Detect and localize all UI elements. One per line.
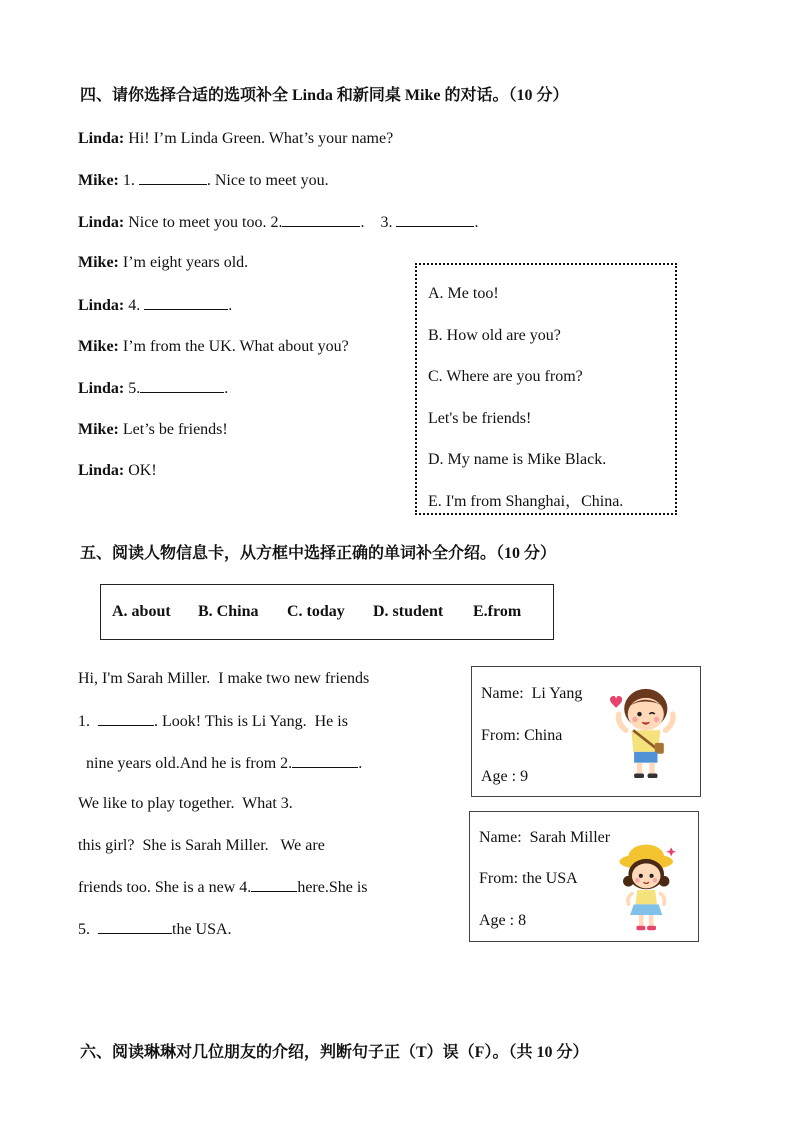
speaker-label: Mike:: [78, 254, 119, 271]
dialogue-line-5: [78, 295, 232, 316]
dialogue-line-6: [78, 337, 349, 357]
speaker-label: Linda:: [78, 130, 125, 147]
passage-text: .: [358, 755, 363, 772]
speaker-label: Mike:: [78, 421, 119, 438]
dialogue-text: Hi! I’m Linda Green. What’s your name?: [124, 130, 394, 147]
word-bank-box: [100, 584, 554, 640]
answer-blank-4[interactable]: [144, 295, 228, 310]
options-box: [415, 263, 677, 515]
word-bank-item-a: A. about: [112, 603, 171, 620]
speaker-label: Linda:: [78, 297, 125, 314]
passage-line-1: [78, 669, 369, 689]
speaker-label: Mike:: [78, 338, 119, 355]
passage-text: nine years old.And he is from 2.: [78, 755, 293, 772]
passage-text: this girl? She is Sarah Miller. We are: [78, 837, 325, 854]
girl-cartoon-icon: [612, 842, 684, 940]
passage-text: the USA.: [172, 921, 232, 938]
card-name: Name: Li Yang: [481, 685, 583, 702]
passage-text: We like to play together. What 3.: [78, 795, 293, 812]
passage-blank-4[interactable]: [251, 877, 297, 892]
passage-line-3: [78, 753, 362, 774]
dialogue-text: I’m from the UK. What about you?: [118, 338, 349, 355]
card-name: Name: Sarah Miller: [479, 829, 611, 846]
info-card-sarah-miller: [469, 811, 699, 942]
dialogue-text: . 3.: [360, 214, 397, 231]
option-b: B. How old are you?: [428, 327, 561, 344]
dialogue-text: . Nice to meet you.: [206, 172, 329, 189]
speaker-label: Linda:: [78, 214, 125, 231]
passage-blank-5[interactable]: [98, 919, 172, 934]
word-bank-item-d: D. student: [373, 603, 444, 620]
passage-line-5: [78, 836, 325, 856]
passage-blank-1[interactable]: [98, 711, 154, 726]
section5-heading: 五、阅读人物信息卡，从方框中选择正确的单词补全介绍。（10 分）: [80, 545, 557, 562]
passage-text: 1.: [78, 713, 98, 730]
answer-blank-3[interactable]: [396, 212, 474, 227]
dialogue-text: .: [224, 380, 229, 397]
speaker-label: Linda:: [78, 380, 125, 397]
passage-text: here.She is: [297, 879, 368, 896]
dialogue-text: .: [228, 297, 233, 314]
passage-blank-2[interactable]: [292, 753, 358, 768]
passage-line-2: [78, 711, 348, 732]
dialogue-text: I’m eight years old.: [118, 254, 249, 271]
dialogue-text: Let’s be friends!: [118, 421, 228, 438]
dialogue-text: 4.: [124, 297, 145, 314]
passage-text: 5.: [78, 921, 98, 938]
option-extra: Let's be friends!: [428, 410, 532, 427]
passage-text: friends too. She is a new 4.: [78, 879, 252, 896]
word-bank-item-b: B. China: [198, 603, 259, 620]
section4-heading: 四、请你选择合适的选项补全 Linda 和新同桌 Mike 的对话。（10 分）: [80, 87, 569, 104]
passage-line-7: [78, 919, 232, 940]
dialogue-line-8: [78, 420, 228, 440]
dialogue-text: OK!: [124, 462, 157, 479]
dialogue-text: .: [474, 214, 479, 231]
card-age: Age : 8: [479, 912, 527, 929]
dialogue-text: Nice to meet you too. 2.: [124, 214, 283, 231]
card-age: Age : 9: [481, 768, 529, 785]
section6-heading: 六、阅读琳琳对几位朋友的介绍，判断句子正（T）误（F）。（共 10 分）: [80, 1044, 589, 1061]
word-bank-item-c: C. today: [287, 603, 345, 620]
answer-blank-2[interactable]: [282, 212, 360, 227]
speaker-label: Mike:: [78, 172, 119, 189]
card-from: From: the USA: [479, 870, 578, 887]
dialogue-line-4: [78, 253, 248, 273]
dialogue-line-7: [78, 378, 228, 399]
info-card-li-yang: [471, 666, 701, 797]
passage-text: . Look! This is Li Yang. He is: [154, 713, 348, 730]
dialogue-text: 5.: [124, 380, 141, 397]
word-bank-item-e: E.from: [473, 603, 522, 620]
option-a: A. Me too!: [428, 285, 499, 302]
dialogue-line-9: [78, 461, 157, 481]
speaker-label: Linda:: [78, 462, 125, 479]
answer-blank-1[interactable]: [139, 170, 207, 185]
dialogue-line-1: [78, 129, 393, 149]
option-d: D. My name is Mike Black.: [428, 451, 607, 468]
answer-blank-5[interactable]: [140, 378, 224, 393]
passage-line-4: [78, 794, 293, 814]
dialogue-text: 1.: [118, 172, 139, 189]
card-from: From: China: [481, 727, 563, 744]
option-e: E. I'm from Shanghai，China.: [428, 493, 624, 510]
dialogue-line-3: [78, 212, 478, 233]
dialogue-line-2: [78, 170, 329, 191]
passage-text: Hi, I'm Sarah Miller. I make two new friends: [78, 670, 370, 687]
boy-cartoon-icon: [608, 681, 680, 785]
passage-line-6: [78, 877, 368, 898]
option-c: C. Where are you from?: [428, 368, 583, 385]
